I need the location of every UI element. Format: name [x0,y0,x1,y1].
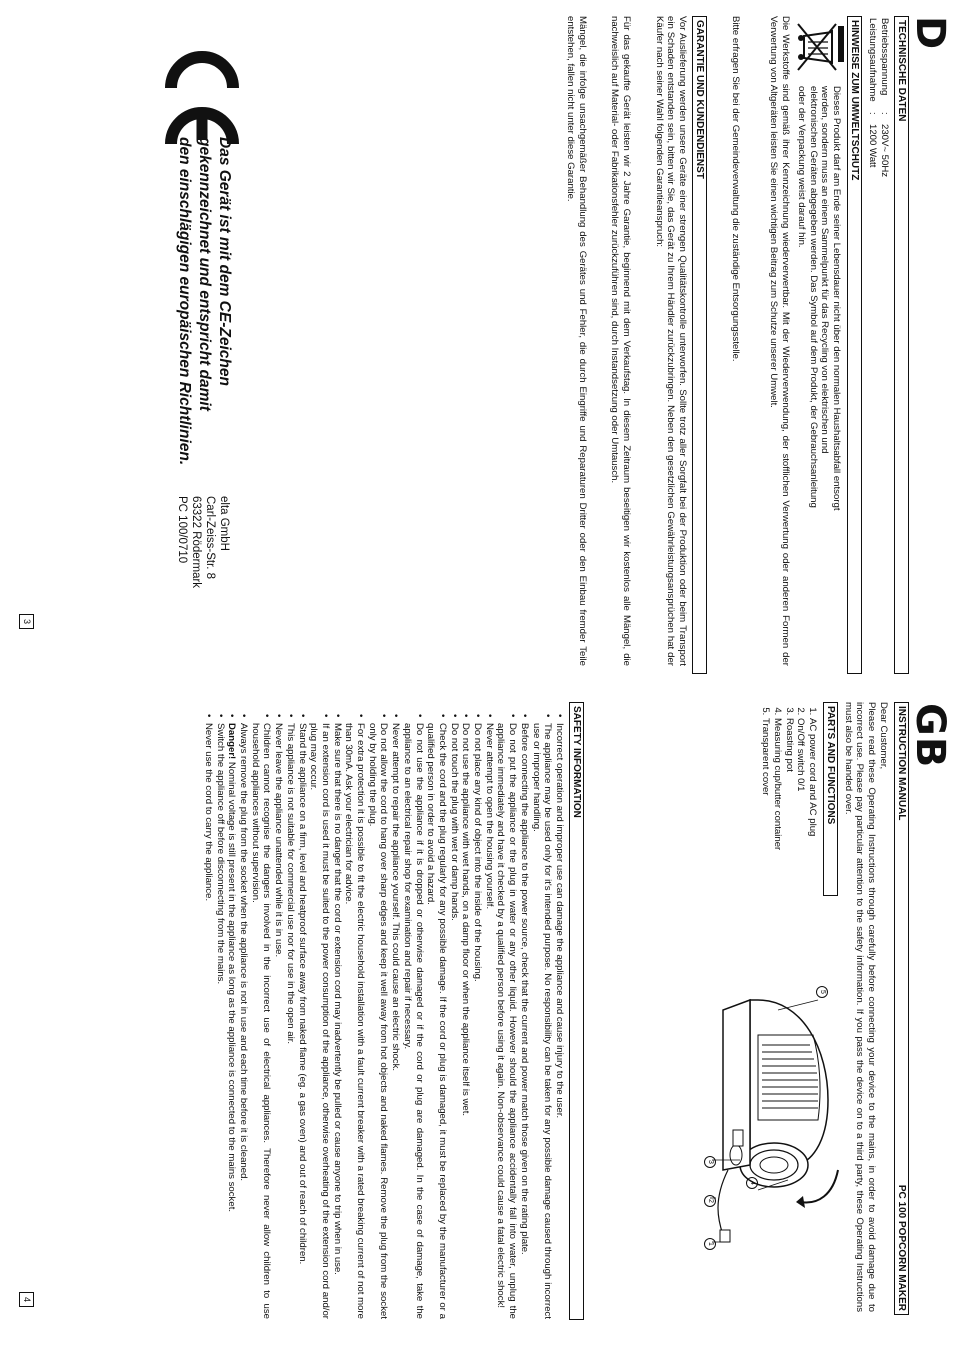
language-code-gb: GB [907,703,953,769]
safety-item: • Do not use the appliance if it is dropped or otherwise damaged or if the cord or plug are damaged. In the case of damage, take the appliance to an electrical repair shop for examination and repair if necessary. [401,723,424,1319]
safety-item: • Before connecting the appliance to the power source, check that the current and power match those given on the rating plate. [518,723,530,1319]
manual-title: INSTRUCTION MANUAL [896,706,907,821]
technical-data-table [867,18,890,418]
parts-heading: PARTS AND FUNCTIONS [823,702,838,896]
tech-row-voltage: Betriebsspannung : 230V~ 50Hz [879,18,890,178]
safety-item: • This appliance is not suitable for commercial use nor for use in the open air. [284,723,296,1319]
diagram-label-3: 3 [704,1156,716,1168]
diagram-label-5: 5 [816,986,828,998]
warranty-paragraph-2: Für das gekaufte Gerät leisten wir 2 Jahre Garantie, beginnend mit dem Verkaufstag. In diesem Zeitraum beseitigen wir kostenlos alle Mängel, die nachweislich auf Material- oder Fabrikationsfehler zurückzuführen sind, durch Instandsetzung oder Umtausch. [609,16,632,666]
safety-list [202,713,565,1319]
safety-item: • Incorrect operation and improper use can damage the appliance and cause injury to the user. [553,723,565,1319]
diagram-label-2: 2 [704,1195,716,1207]
safety-item: • The appliance may be used only for it's intended purpose. No responsibility can be taken for any possible damage caused through incorrect use or improper handling. [530,723,553,1319]
page-number-4: 4 [19,1292,34,1307]
popcorn-maker-diagram [708,980,858,1250]
technical-data-heading: TECHNISCHE DATEN [894,16,909,674]
environment-recycling-text: Die Werkstoffe sind gemäß ihrer Kennzeichnung wiederverwertbar. Mit der Wiederverwendung, der stofflichen Verwertung oder anderen Formen der Verwertung von Altgeräten leisten Sie einen wichtigen Beitrag zum Schutze unserer Umwelt. [768,16,791,666]
part-item: 1. AC power cord and AC plug [806,718,818,968]
safety-item-danger [226,723,238,1319]
manual-heading [894,702,909,1315]
page-number-3: 3 [19,614,34,629]
safety-item: • Do not allow the cord to hang over sharp edges and keep it well away from hot objects and naked flames. Remove the plug from the socket only by holding the plug. [366,723,389,1319]
part-item: 2. On/Off switch 0/1 [795,718,807,968]
warranty-heading: GARANTIE UND KUNDENDIENST [692,16,707,674]
ce-compliance-text: Das Gerät ist mit dem CE-Zeichen gekennzeichnet und entspricht damit den einschlägigen europäischen Richtlinien. [176,137,233,466]
warranty-paragraph-1: Vor Auslieferung werden unsere Geräte einer strengen Qualitätskontrolle unterworfen. Sollte trotz aller Sorgfalt bei der Produktion oder beim Transport ein Schaden entstanden sein, bitten wir Sie, das Gerät zu Ihrem Händler zurückzubringen. Neben den gesetzlichen Gewährleistungsansprüchen hat der Käufer nach seiner Wahl folgenden Garantieanspruch: [653,16,688,666]
safety-item: • Never attempt to repair the appliance yourself. This could cause an electric shock. [389,723,401,1319]
ce-mark-icon [165,40,239,152]
danger-label: Danger! [226,723,238,760]
safety-item: • Children cannot recognise the dangers involved in the incorrect use of electrical appliances. Therefore never allow children to use household appliances without supervision. [249,723,272,1319]
salutation: Dear Customer, [878,702,889,770]
diagram-label-4: 4 [746,1177,758,1189]
warranty-paragraph-3: Mängel, die infolge unsachgemäßer Behandlung des Gerätes und Fehler, die durch Eingriffe und Reparaturen Dritter oder den Einbau fremder Teile entstehen, fallen nicht unter diese Garantie. [565,16,588,666]
safety-item: • For extra protection it is possible to fit the electric household installation with a fault current breaker with a rated breaking current of not more than 30mA. Ask your electrician for advice. [343,723,366,1319]
safety-heading: SAFETY INFORMATION [569,702,584,1320]
safety-item: • Do not place any kind of object into the inside of the housing. [471,723,483,1319]
safety-item: • Never use the cord to carry the appliance. [202,723,214,1319]
safety-item: • Stand the appliance on a firm, level and heatproof surface away from naked flame (eg. a gas oven) and out of reach of children. [296,723,308,1319]
safety-item: • If an extension cord is used it must be suited to the power consumption of the appliance, otherwise overheating of the extension cord and/or plug may occur. [308,723,331,1319]
safety-item: • Never attempt to open the housing yourself. [483,723,495,1319]
safety-item: • Check the cord and the plug regularly for any possible damage. If the cord or plug is damaged, it must be replaced by the manufacturer or a qualified person in order to avoid a hazard. [425,723,448,1319]
safety-item: • Always remove the plug from the socket when the appliance is not in use and each time before it is cleaned. [237,723,249,1319]
danger-text: Nominal voltage is still present in the appliance as long as the appliance is connected to the mains socket. [226,761,238,1213]
disposal-note: Bitte erfragen Sie bei der Gemeindeverwaltung die zuständige Entsorgungsstelle. [730,16,741,362]
safety-item: • Do not use the appliance with wet hands, on a damp floor or when the appliance itself is wet. [460,723,472,1319]
safety-item: • Do not put the appliance or the plug in water or any other liquid. However should the appliance accidentally fall into water, unplug the appliance immediately and have it checked by a qualified person before using it again. Non-observance could cause a fatal electric shock! [495,723,518,1319]
environment-short-text: Dieses Produkt darf am Ende seiner Lebensdauer nicht über den normalen Haushaltsabfall entsorgt werden, sondern muss an einem Sammelpunkt für das Recycling von elektrischen und elektronischen Geräten abgegeben werden. Das Symbol auf dem Produkt, der Gebrauchsanleitung oder der Verpackung weist darauf hin. [795,86,842,511]
safety-item: • Never leave the appliance unattended while it is in use. [272,723,284,1319]
manufacturer-address: elta GmbH Carl-Zeiss-Str. 8 63322 Rödermark PC 100/0710 [176,496,230,589]
intro-paragraph: Please read these Operating Instructions through carefully before connecting your device to the mains, in order to avoid damage due to incorrect use. Please pay particular attention to the safety information. If you pass the device on to a third party, these Operating Instructions must also be handed over. [842,702,877,1312]
crossed-bin-icon [796,20,844,80]
part-item: 5. Transparent cover [759,718,771,968]
tech-row-power: Leistungsaufnahme : 1200 Watt [867,18,879,168]
part-item: 3. Roasting pot [783,718,795,968]
parts-list [759,702,818,968]
environment-heading: HINWEISE ZUM UMWELTSCHUTZ [847,16,862,674]
safety-item: • Make sure that there is no danger that the cord or extension cord may inadvertently be pulled or cause anyone to trip when in use. [331,723,343,1319]
language-code-de: D [907,16,953,51]
diagram-label-1: 1 [704,1238,716,1250]
safety-item: • Do not touch the plug with wet or damp hands. [448,723,460,1319]
product-model: PC 100 POPCORN MAKER [896,1184,907,1311]
part-item: 4. Measuring cup/butter container [771,718,783,968]
safety-item: • Switch the appliance off before disconnecting from the mains. [214,723,226,1319]
